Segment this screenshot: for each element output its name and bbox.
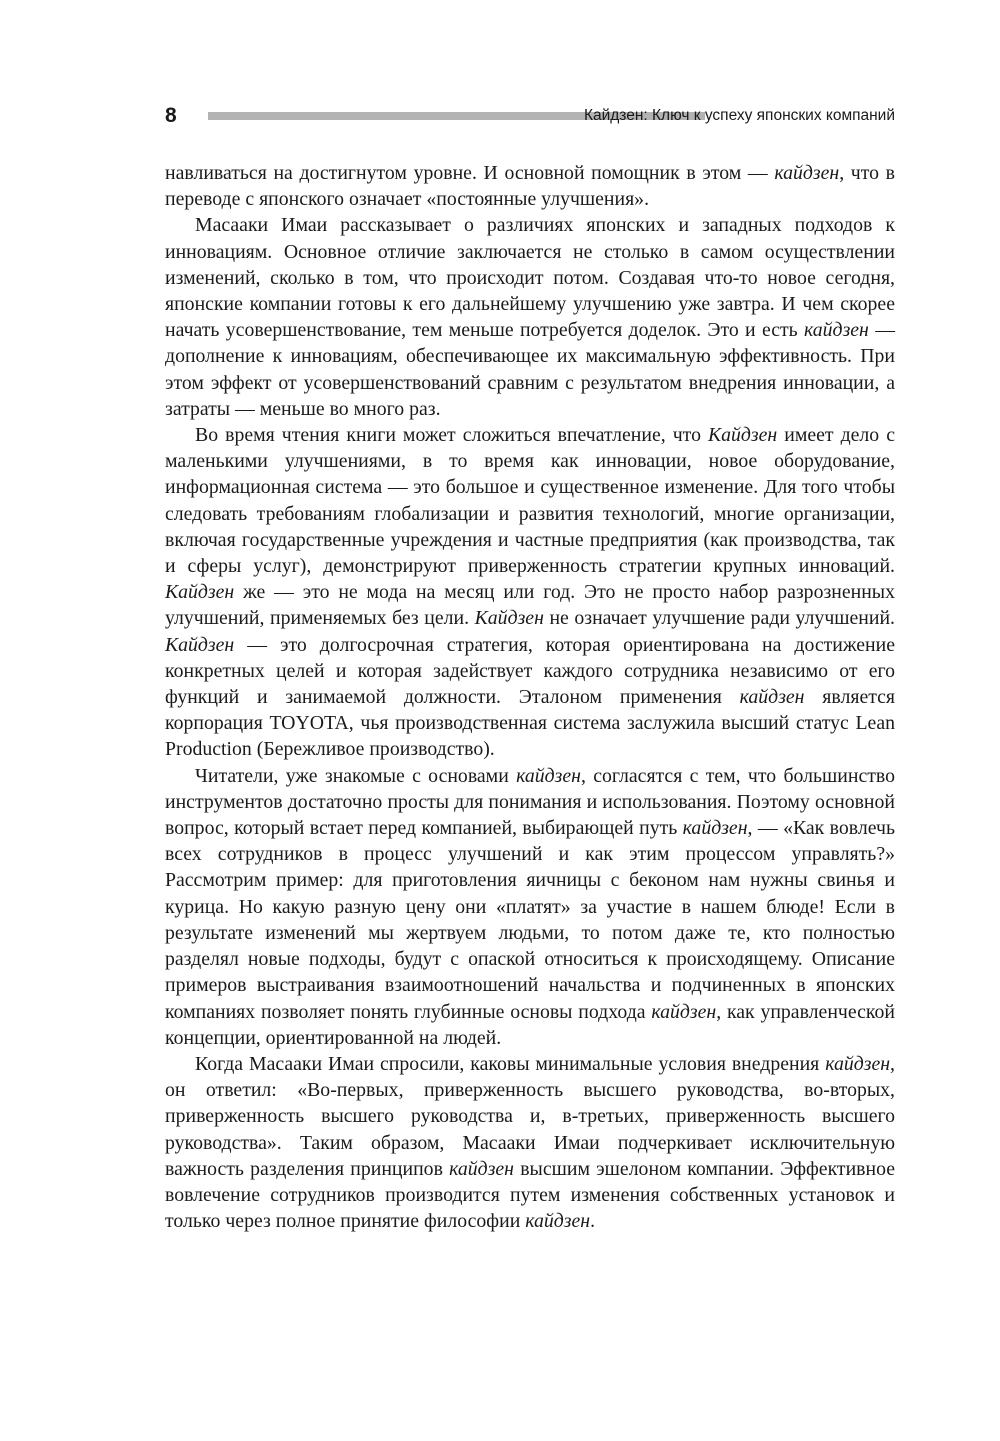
text-run: Когда Масааки Имаи спросили, каковы минимальные условия внедрения <box>195 1052 826 1075</box>
italic-term: кайдзен <box>525 1210 591 1233</box>
italic-term: кайдзен <box>682 817 748 840</box>
text-run: не означает улучшение ради улучшений. <box>543 607 895 630</box>
text-run: навливаться на достигнутом уровне. И основной помощник в этом — <box>165 162 775 184</box>
text-run: является корпорация TOYOTA, чья производственная система заслужила высший статус Lean Production (Бережливое производство). <box>165 686 895 761</box>
paragraph <box>165 422 895 763</box>
italic-term: кайдзен <box>516 764 581 787</box>
text-run: , согласятся с тем, что большинство инструментов достаточно просты для понимания и использования. Поэтому основной вопрос, который встает перед компанией, выбирающей путь <box>165 764 895 840</box>
italic-term: кайдзен <box>449 1157 514 1180</box>
page-header <box>165 100 895 132</box>
text-run: же — это не мода на месяц или год. Это не просто набор разрозненных улучшений, применяемых без цели. <box>165 581 895 630</box>
text-run: имеет дело с маленькими улучшениями, в то время как инновации, новое оборудование, информационная система — это большое и существенное изменение. Для того чтобы следовать требованиям глобализации и развития технологий, многие организации, включая государственные учреждения и частные предприятия (как производства, так и сферы услуг), демонстрируют приверженность стратегии крупных инноваций. <box>165 424 895 578</box>
text-run: Читатели, уже знакомые с основами <box>195 764 517 787</box>
italic-term: кайдзен <box>651 1000 717 1023</box>
text-body <box>165 160 895 1234</box>
text-run: , — «Как вовлечь всех сотрудников в процесс улучшений и как этим процессом управлять?» Рассмотрим пример: для приготовления яичницы с беконом нам нужны свинья и курица. Но какую разную цену они «платят» за участие в нашем блюде! Если в результате изменений мы жертвуем людьми, то потом даже те, кто полностью разделял новые подходы, будут с опаской относиться к происходящему. Описание примеров выстраивания взаимоотношений начальства и подчиненных в японских компаниях позволяет понять глубинные основы подхода <box>165 817 895 1023</box>
paragraph <box>165 763 895 1051</box>
paragraph <box>165 1051 895 1234</box>
text-run: — дополнение к инновациям, обеспечивающее их максимальную эффективность. При этом эффект от усовершенствований сравним с результатом внедрения инновации, а затраты — меньше во много раз. <box>165 319 895 420</box>
italic-term: кайдзен <box>774 162 840 184</box>
italic-term: кайдзен <box>825 1052 891 1075</box>
text-run: Масааки Имаи рассказывает о различиях японских и западных подходов к инновациям. Основное отличие заключается не столько в самом осуществлении изменений, сколько в том, что происходит потом. Создавая что-то новое сегодня, японские компании готовы к его дальнейшему улучшению уже завтра. И чем скорее начать усовершенствование, тем меньше потребуется доделок. Это и есть <box>165 214 895 342</box>
text-run: высшим эшелоном компании. Эффективное вовлечение сотрудников производится путем изменения собственных установок и только через полное принятие философии <box>165 1157 895 1233</box>
italic-term: кайдзен <box>804 319 869 342</box>
paragraph <box>165 160 895 212</box>
page-number: 8 <box>165 104 177 127</box>
text-run: , как управленческой концепции, ориентированной на людей. <box>165 1000 895 1049</box>
paragraph <box>165 212 895 422</box>
italic-term: Кайдзен <box>707 424 778 447</box>
italic-term: Кайдзен <box>165 581 235 604</box>
text-run: — это долгосрочная стратегия, которая ориентирована на достижение конкретных целей и которая задействует каждого сотрудника независимо от его функций и занимаемой должности. Эталоном применения <box>165 633 895 709</box>
italic-term: Кайдзен <box>165 633 235 656</box>
running-title: Кайдзен: Ключ к успеху японских компаний <box>583 107 895 124</box>
italic-term: кайдзен <box>739 686 805 709</box>
text-run: . <box>590 1210 596 1233</box>
text-run: , что в переводе с японского означает «постоянные улучшения». <box>165 162 895 211</box>
text-run: Во время чтения книги может сложиться впечатление, что <box>195 424 708 447</box>
text-run: , он ответил: «Во-первых, приверженность высшего руководства, во-вторых, приверженность высшего руководства и, в-третьих, приверженность высшего руководства». Таким образом, Масааки Имаи подчеркивает исключительную важность разделения принципов <box>165 1052 895 1180</box>
italic-term: Кайдзен <box>474 607 544 630</box>
